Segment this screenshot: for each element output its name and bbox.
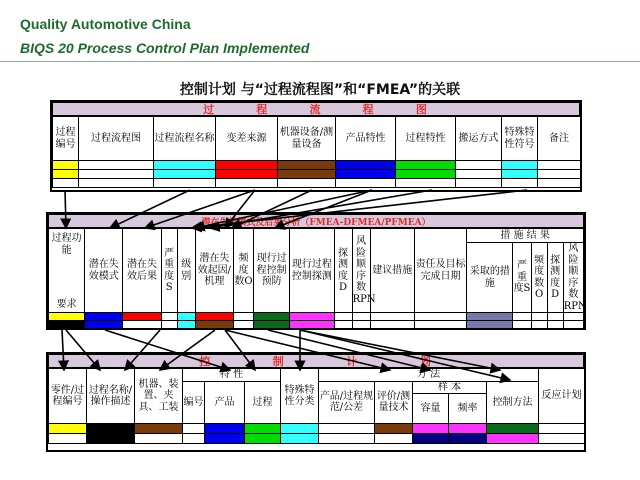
- color-cell: [502, 161, 538, 170]
- col-occurrence: 频度数O: [233, 229, 253, 313]
- methods-header: 方 法: [319, 369, 539, 382]
- col-control-method: 控制方法: [487, 381, 539, 424]
- banner-char: 计: [346, 355, 360, 368]
- banner-char: 流: [309, 103, 323, 116]
- banner-char: 制: [272, 355, 286, 368]
- col-variation-source: 变差来源: [216, 117, 278, 161]
- color-cell: [245, 424, 281, 434]
- col-new-detection: 探测度D: [547, 243, 563, 313]
- col-detection: 探测度D: [334, 229, 352, 313]
- col-rpn: 风险顺序数RPN: [352, 229, 370, 313]
- col-action-taken: 采取的措施: [467, 243, 513, 313]
- color-cell: [195, 321, 233, 329]
- color-cell: [336, 170, 396, 179]
- col-reaction-plan: 反应计划: [539, 369, 585, 424]
- col-remarks: 备注: [538, 117, 581, 161]
- color-cell: [154, 161, 216, 170]
- color-cell: [123, 313, 161, 321]
- color-cell: [487, 424, 539, 434]
- process-function-label: 过程功能: [51, 233, 82, 256]
- requirement-label: 要求: [56, 298, 77, 310]
- color-cell: [49, 321, 85, 329]
- color-cell: [281, 434, 319, 444]
- color-cell: [195, 313, 233, 321]
- col-recommended-action: 建议措施: [370, 229, 414, 313]
- col-process-char: 过程特性: [396, 117, 456, 161]
- color-cell: [396, 170, 456, 179]
- color-cell: [278, 170, 336, 179]
- color-cell: [396, 161, 456, 170]
- flow-chart-panel: [50, 100, 582, 192]
- col-operation-desc: 过程名称/操作描述: [87, 369, 135, 424]
- color-cell: [487, 434, 539, 444]
- col-prevention: 现行过程控制预防: [254, 229, 290, 313]
- color-cell: [278, 161, 336, 170]
- banner-char: 过: [203, 103, 217, 116]
- col-new-severity: 严重度S: [513, 243, 531, 313]
- control-plan-panel: [46, 352, 586, 452]
- flow-chart-table: [52, 116, 581, 188]
- flow-chart-banner: [52, 102, 580, 116]
- color-cell: [216, 170, 278, 179]
- color-cell: [254, 313, 290, 321]
- color-cell: [53, 170, 79, 179]
- company-title: Quality Automotive China: [20, 16, 191, 32]
- color-cell: [216, 161, 278, 170]
- col-new-rpn: 风险顺序数RPN: [563, 243, 587, 312]
- color-cell: [49, 313, 85, 321]
- characteristics-header: 特 性: [183, 369, 281, 382]
- col-part-no: 零件/过程编号: [49, 369, 87, 424]
- color-cell: [205, 424, 245, 434]
- fmea-banner-text: 潜在失效模式及后果分析（FMEA-DFMEA/PFMEA）: [201, 217, 431, 228]
- col-flow-chart: 过程流程图: [79, 117, 154, 161]
- fmea-table: [48, 228, 587, 329]
- fmea-panel: [46, 212, 586, 330]
- banner-char: 划: [419, 355, 433, 368]
- col-special-class: 特殊特性分类: [281, 369, 319, 424]
- banner-char: 控: [199, 355, 213, 368]
- color-cell: [53, 161, 79, 170]
- color-cell: [413, 434, 449, 444]
- color-cell: [177, 321, 195, 329]
- sample-header: 样 本: [413, 381, 487, 394]
- color-cell: [177, 313, 195, 321]
- fmea-banner: [48, 214, 584, 228]
- control-plan-table: [48, 368, 585, 444]
- col-severity: 严重度S: [161, 229, 177, 313]
- color-cell: [336, 161, 396, 170]
- col-frequency: 频率: [449, 394, 487, 424]
- col-process-function: [49, 229, 85, 313]
- color-cell: [154, 170, 216, 179]
- col-failure-cause: 潜在失效起因/机理: [195, 229, 233, 313]
- col-process-no: 过程编号: [53, 117, 79, 161]
- col-failure-effect: 潜在失效后果: [123, 229, 161, 313]
- col-machine-gauge: 机器设备/测量设备: [278, 117, 336, 161]
- color-cell: [135, 424, 183, 434]
- col-number: 编号: [183, 381, 205, 424]
- col-process-name: 过程流程名称: [154, 117, 216, 161]
- col-product-char: 产品特性: [336, 117, 396, 161]
- col-detection-control: 现行过程控制探测: [290, 229, 334, 313]
- control-plan-banner: [48, 354, 584, 368]
- col-measurement: 评价/测量技术: [375, 381, 413, 424]
- col-handling: 搬运方式: [456, 117, 502, 161]
- color-cell: [205, 434, 245, 444]
- color-cell: [49, 424, 87, 434]
- color-cell: [449, 424, 487, 434]
- color-cell: [281, 424, 319, 434]
- color-cell: [502, 170, 538, 179]
- banner-char: 程: [362, 103, 376, 116]
- header-divider: [0, 61, 640, 62]
- col-responsibility: 责任及目标完成日期: [414, 229, 466, 313]
- color-cell: [467, 313, 513, 321]
- color-cell: [245, 434, 281, 444]
- color-cell: [87, 434, 135, 444]
- color-cell: [290, 313, 334, 321]
- color-cell: [375, 424, 413, 434]
- banner-char: 图: [415, 103, 429, 116]
- col-class: 级别: [177, 229, 195, 313]
- color-cell: [85, 321, 123, 329]
- col-special-char: 特殊特性符号: [502, 117, 538, 161]
- color-cell: [449, 434, 487, 444]
- banner-char: 程: [256, 103, 270, 116]
- col-size: 容量: [413, 394, 449, 424]
- color-cell: [87, 424, 135, 434]
- diagram-title: 控制计划 与“过程流程图”和“FMEA”的关联: [179, 82, 461, 98]
- color-cell: [290, 321, 334, 329]
- color-cell: [85, 313, 123, 321]
- color-cell: [254, 321, 290, 329]
- col-machine-tooling: 机器、装置、夹具、工装: [135, 369, 183, 424]
- page-subtitle: BIQS 20 Process Control Plan Implemented: [20, 40, 310, 56]
- results-header: 措 施 结 果: [467, 229, 584, 243]
- col-process: 过程: [245, 381, 281, 424]
- col-specification: 产品/过程规范/公差: [319, 381, 375, 424]
- color-cell: [413, 424, 449, 434]
- col-new-occurrence: 频度数O: [531, 243, 547, 313]
- col-product: 产品: [205, 381, 245, 424]
- col-failure-mode: 潜在失效模式: [85, 229, 123, 313]
- color-cell: [467, 321, 513, 329]
